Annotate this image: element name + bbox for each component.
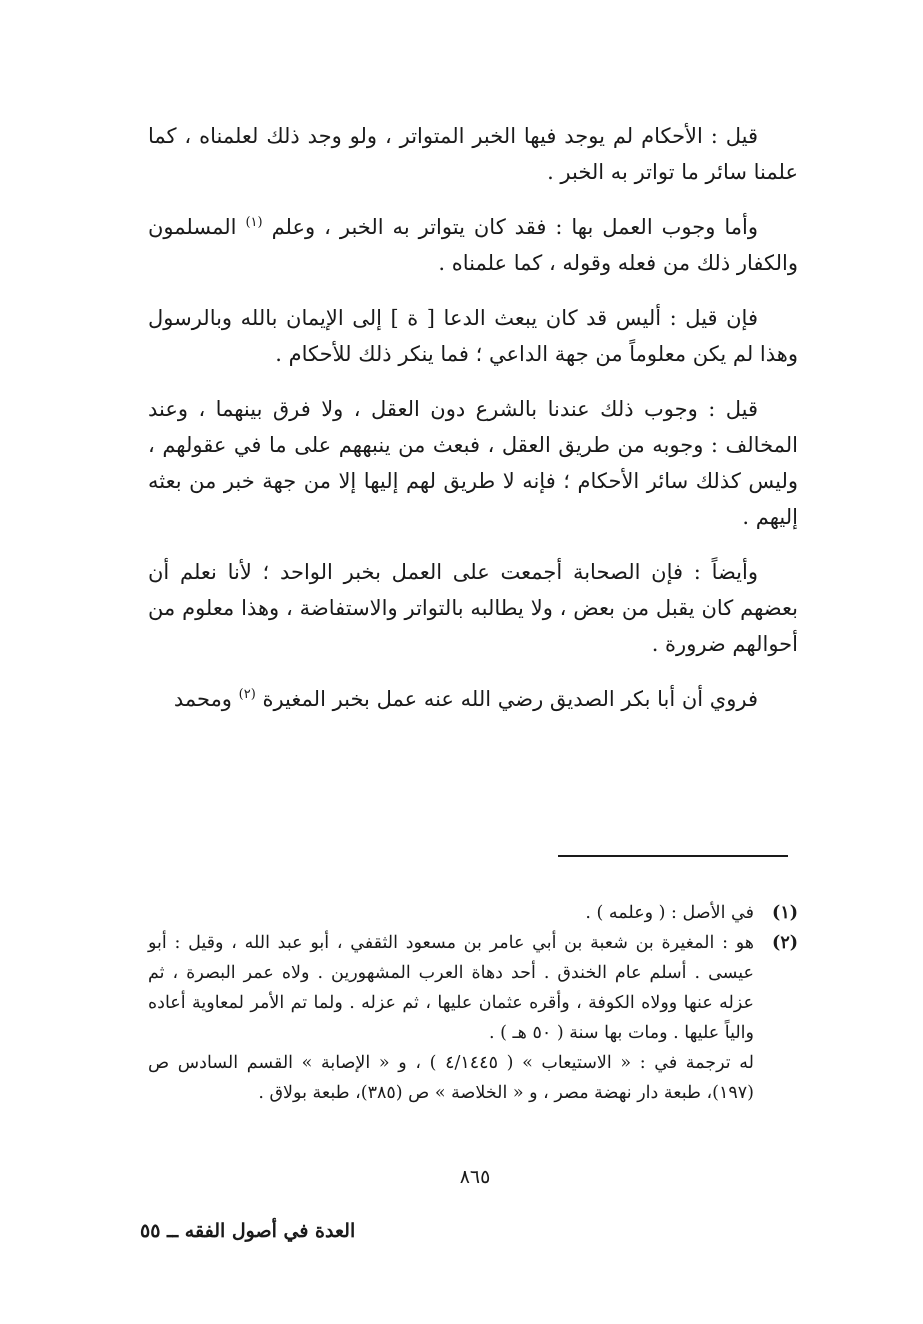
running-footer: العدة في أصول الفقه ــ ٥٥ xyxy=(140,1220,356,1242)
paragraph-1-text: قيل : الأحكام لم يوجد فيها الخبر المتواتر ، ولو وجد ذلك لعلمناه ، كما علمنا سائر ما تواتر به الخبر . xyxy=(148,124,798,184)
footnote-marker-2: (٢) xyxy=(238,687,256,702)
footnote-marker-1: (١) xyxy=(245,215,263,230)
paragraph-6 xyxy=(148,681,798,717)
footnote-1-number: (١) xyxy=(772,903,798,923)
page-number: ٨٦٥ xyxy=(459,1166,491,1188)
footnote-2-text: هو : المغيرة بن شعبة بن أبي عامر بن مسعود الثقفي ، أبو عبد الله ، وقيل : أبو عيسى . أسلم عام الخندق . أحد دهاة العرب المشهورين . ولاه عمر البصرة ، ثم عزله عنها وولاه الكوفة ، وأقره عثمان عليها ، ثم عزله . ولما تم الأمر لمعاوية أعاده والياً عليها . ومات بها سنة ( ٥٠ هـ ) . xyxy=(148,933,754,1043)
paragraph-4 xyxy=(148,391,798,535)
paragraph-6-rest: ومحمد xyxy=(173,687,232,711)
footnote-1-text: في الأصل : ( وعلمه ) . xyxy=(585,903,754,923)
paragraph-2 xyxy=(148,209,798,281)
paragraph-4-text: قيل : وجوب ذلك عندنا بالشرع دون العقل ، ولا فرق بينهما ، وعند المخالف : وجوبه من طريق العقل ، فبعث من ينبههم على ما في عقولهم ، وليس كذلك سائر الأحكام ؛ فإنه لا طريق لهم إليها إلا من جهة خبر من بعثه إليهم . xyxy=(148,397,798,529)
paragraph-2-text: وأما وجوب العمل بها : فقد كان يتواتر به الخبر ، وعلم xyxy=(271,215,758,239)
paragraph-5 xyxy=(148,554,798,662)
paragraph-2-rest: المسلمون والكفار ذلك من فعله وقوله ، كما علمناه . xyxy=(148,215,798,275)
footnote-separator xyxy=(558,855,788,857)
footnote-2 xyxy=(148,928,798,1048)
paragraph-6-text: فروي أن أبا بكر الصديق رضي الله عنه عمل بخبر المغيرة xyxy=(262,687,758,711)
main-text xyxy=(148,118,798,736)
footnote-1 xyxy=(148,898,798,928)
footnote-2-continuation: له ترجمة في : « الاستيعاب » ( ٤/١٤٤٥ ) ، و « الإصابة » القسم السادس ص (١٩٧)، طبعة دار نهضة مصر ، و « الخلاصة » ص (٣٨٥)، طبعة بولاق . xyxy=(148,1053,755,1103)
paragraph-3-text: فإن قيل : أليس قد كان يبعث الدعا [ ة ] إلى الإيمان بالله وبالرسول وهذا لم يكن معلوماً من جهة الداعي ؛ فما ينكر ذلك للأحكام . xyxy=(148,306,798,366)
footnotes xyxy=(148,898,798,1108)
paragraph-3 xyxy=(148,300,798,372)
paragraph-1 xyxy=(148,118,798,190)
paragraph-5-text: وأيضاً : فإن الصحابة أجمعت على العمل بخبر الواحد ؛ لأنا نعلم أن بعضهم كان يقبل من بعض ، ولا يطالبه بالتواتر والاستفاضة ، وهذا معلوم من أحوالهم ضرورة . xyxy=(148,560,798,656)
footnote-2-number: (٢) xyxy=(772,933,798,953)
